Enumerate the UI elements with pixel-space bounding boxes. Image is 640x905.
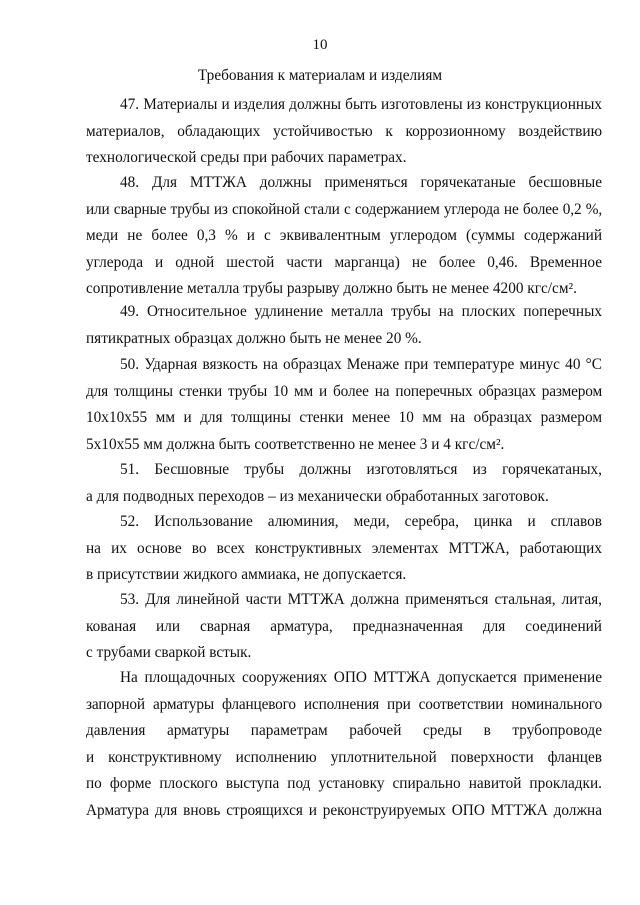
text-line: или сварные трубы из спокойной стали с содержанием углерода не более 0,2 %, bbox=[86, 200, 602, 218]
paragraph-51 bbox=[86, 460, 602, 513]
text-line: 53. Для линейной части МТТЖА должна применяться стальная, литая, bbox=[120, 591, 602, 608]
text-line: с трубами сваркой встык. bbox=[86, 644, 252, 661]
text-line: в присутствии жидкого аммиака, не допускается. bbox=[86, 566, 407, 583]
text-line: давления арматуры параметрам рабочей среды в трубопроводе bbox=[86, 722, 602, 739]
text-line: и конструктивному исполнению уплотнительной поверхности фланцев bbox=[86, 748, 602, 766]
text-line: запорной арматуры фланцевого исполнения при соответствии номинального bbox=[86, 695, 602, 713]
text-line: кованая или сварная арматура, предназначенная для соединений bbox=[86, 617, 602, 635]
text-line: пятикратных образцах должно быть не менее 20 %. bbox=[86, 329, 422, 347]
text-line: углерода и одной шестой части марганца) не более 0,46. Временное bbox=[86, 253, 602, 271]
text-line: 48. Для МТТЖА должны применяться горячекатаные бесшовные bbox=[120, 174, 602, 191]
paragraph-52 bbox=[86, 512, 602, 592]
paragraph-53 bbox=[86, 590, 602, 670]
text-line: а для подводных переходов – из механически обработанных заготовок. bbox=[86, 487, 549, 505]
text-line: 47. Материалы и изделия должны быть изготовлены из конструкционных bbox=[120, 96, 602, 113]
text-line: 52. Использование алюминия, меди, серебра, цинка и сплавов bbox=[120, 513, 602, 530]
text-line: материалов, обладающих устойчивостью к коррозионному воздействию bbox=[86, 122, 602, 140]
text-line: по форме плоского выступа под установку спирально навитой прокладки. bbox=[86, 775, 602, 792]
text-line: 10x10x55 мм и для толщины стенки менее 10 мм на образцах размером bbox=[86, 409, 602, 426]
paragraph-platform-facilities bbox=[86, 668, 602, 827]
page-number: 10 bbox=[312, 37, 328, 53]
text-line: На площадочных сооружениях ОПО МТТЖА допускается применение bbox=[120, 669, 602, 686]
text-line: технологической среды при рабочих параметрах. bbox=[86, 149, 407, 166]
paragraph-49 bbox=[86, 302, 602, 355]
text-line: на их основе во всех конструктивных элементах МТТЖА, работающих bbox=[86, 539, 602, 557]
paragraph-50 bbox=[86, 355, 602, 461]
text-line: меди не более 0,3 % и с эквивалентным углеродом (суммы содержаний bbox=[86, 227, 602, 244]
text-line: Арматура для вновь строящихся и реконструируемых ОПО МТТЖА должна bbox=[86, 801, 602, 819]
text-line: 50. Ударная вязкость на образцах Менаже при температуре минус 40 °С bbox=[120, 356, 602, 373]
text-line: для толщины стенки трубы 10 мм и более на поперечных образцах размером bbox=[86, 382, 602, 400]
text-line: 49. Относительное удлинение металла трубы на плоских поперечных bbox=[120, 303, 602, 320]
text-line: сопротивление металла трубы разрыву должно быть не менее 4200 кгс/см². bbox=[86, 280, 577, 297]
section-heading: Требования к материалам и изделиям bbox=[197, 67, 443, 84]
paragraph-48 bbox=[86, 173, 602, 306]
text-line: 51. Бесшовные трубы должны изготовляться из горячекатаных, bbox=[120, 461, 602, 478]
text-line: 5x10x55 мм должна быть соответственно не менее 3 и 4 кгс/см². bbox=[86, 435, 505, 453]
paragraph-47 bbox=[86, 95, 602, 175]
